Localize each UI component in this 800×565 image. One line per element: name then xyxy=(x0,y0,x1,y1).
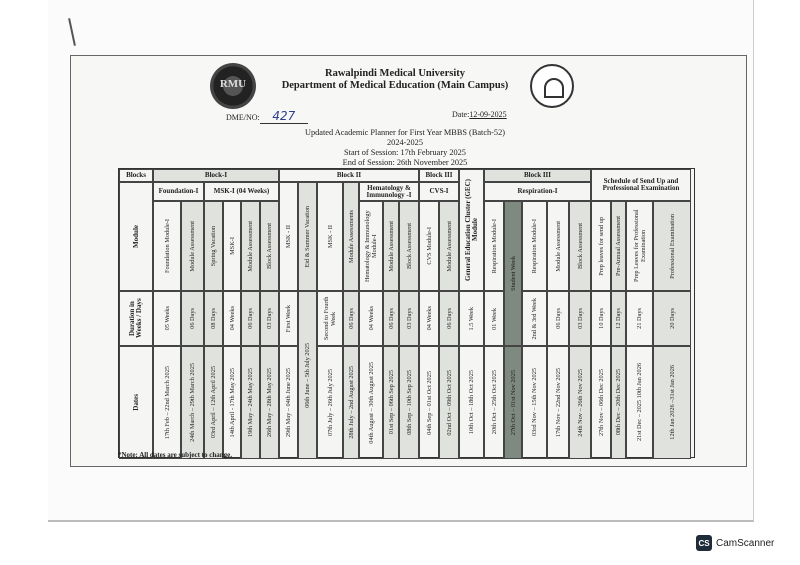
cell-text: MSK - II xyxy=(285,224,292,249)
cell-text: 19th May – 24th May 2025 xyxy=(247,367,254,438)
university-logo xyxy=(210,63,256,109)
table-cell-h-module xyxy=(119,182,153,291)
table-cell-m19 xyxy=(522,201,547,291)
cell-text: Schedule of Send Up and Professional Examination xyxy=(602,177,680,192)
table-cell-m21 xyxy=(569,201,591,291)
planner-title: Updated Academic Planner for First Year MBBS (Batch-52) xyxy=(304,128,505,137)
dme-value: 427 xyxy=(260,109,308,124)
cell-text: 04th August – 30th August 2025 xyxy=(367,361,375,444)
table-cell-t8 xyxy=(298,291,317,459)
cell-text: 2nd & 3rd Week xyxy=(531,297,538,340)
cell-text: Module Assessment xyxy=(189,220,196,272)
table-cell-d1 xyxy=(153,291,181,346)
table-cell-t17 xyxy=(484,346,504,459)
table-cell-t2 xyxy=(181,346,204,459)
cell-text: 17th Feb – 22nd March 2025 xyxy=(163,365,171,440)
table-cell-t24 xyxy=(626,346,653,459)
session-start: Start of Session: 17th February 2025 xyxy=(344,148,466,157)
academic-planner-table xyxy=(118,168,695,458)
cell-text: 02nd Oct – 09th Oct 2025 xyxy=(445,369,453,436)
table-cell-t9 xyxy=(317,346,343,459)
cell-text: MSK-I xyxy=(228,237,236,255)
table-cell-d3 xyxy=(204,291,223,346)
table-cell-t13 xyxy=(399,346,419,459)
cell-text: Foundation Module-I xyxy=(163,218,171,274)
table-cell-m10 xyxy=(343,182,359,291)
table-cell-b1 xyxy=(153,169,279,182)
table-cell-m9 xyxy=(317,182,343,291)
table-cell-t23 xyxy=(611,346,626,459)
table-cell-g-cvs xyxy=(419,182,459,201)
cell-text: 08 Days xyxy=(210,308,217,329)
table-cell-t5 xyxy=(241,346,260,459)
table-cell-m4 xyxy=(223,201,241,291)
cell-text: 03 Days xyxy=(266,308,273,329)
cell-text: 27th Oct – 01st Nov 2025 xyxy=(509,369,517,436)
cell-text: 17th Nov – 22nd Nov 2025 xyxy=(554,367,562,438)
logo-text: RMU xyxy=(219,78,247,90)
cell-text: 01st Sep – 06th Sep 2025 xyxy=(387,370,395,435)
table-cell-d23 xyxy=(611,291,626,346)
date-label: Date: xyxy=(452,110,470,119)
cell-text: 06 Days xyxy=(445,308,453,329)
table-cell-d4 xyxy=(223,291,241,346)
table-cell-d14 xyxy=(419,291,439,346)
cell-text: Dates xyxy=(131,394,140,411)
table-cell-m24 xyxy=(626,201,653,291)
cell-text: Block Assessment xyxy=(405,222,413,269)
table-cell-t12 xyxy=(383,346,399,459)
table-cell-d20 xyxy=(547,291,569,346)
cell-text: Prep Leaves for Professional Examination xyxy=(632,209,647,283)
table-cell-d19 xyxy=(522,291,547,346)
camscanner-label: CamScanner xyxy=(716,537,775,549)
table-cell-d9 xyxy=(317,291,343,346)
cell-text: Foundation-I xyxy=(158,187,199,195)
table-cell-m3 xyxy=(204,201,223,291)
university-name: Rawalpindi Medical University xyxy=(324,68,465,79)
cell-text: MSK-I (04 Weeks) xyxy=(213,187,270,195)
cell-text: 28th July – 2nd August 2025 xyxy=(347,366,355,439)
table-cell-t11 xyxy=(359,346,383,459)
table-cell-g-hema xyxy=(359,182,419,201)
cell-text: MSK - II xyxy=(326,224,334,249)
table-cell-m20 xyxy=(547,201,569,291)
camscanner-logo-icon: CS xyxy=(696,535,712,551)
cell-text: 10 Days xyxy=(597,308,605,329)
cell-text: General Education Cluster (GEC) Module xyxy=(463,179,479,281)
planner-title-block xyxy=(260,128,550,168)
table-cell-m17 xyxy=(484,201,504,291)
table-cell-m12 xyxy=(383,201,399,291)
table-cell-sched xyxy=(591,169,691,201)
session-end: End of Session: 26th November 2025 xyxy=(342,158,468,167)
table-cell-b2 xyxy=(279,169,419,182)
table-cell-h-blocks xyxy=(119,169,153,182)
table-cell-d2 xyxy=(181,291,204,346)
note: *Note: All dates are subject to change. xyxy=(118,451,232,459)
department-name: Department of Medical Education (Main Campus) xyxy=(281,80,509,91)
cell-text: First Week xyxy=(285,304,292,333)
table-cell-d11 xyxy=(359,291,383,346)
table-cell-m2 xyxy=(181,201,204,291)
table-cell-t3 xyxy=(204,346,223,459)
cell-text: 03rd Nov – 15th Nov 2025 xyxy=(531,368,538,437)
cell-text: 26th May – 28th May 2025 xyxy=(266,367,273,438)
table-cell-b3b xyxy=(484,169,591,182)
cell-text: Block II xyxy=(336,171,362,179)
cell-text: 04th Sep – 01st Oct 2025 xyxy=(425,370,433,435)
table-cell-m23 xyxy=(611,201,626,291)
table-cell-h-dates xyxy=(119,346,153,459)
cell-text: Module Assessment xyxy=(387,220,395,272)
table-cell-m13 xyxy=(399,201,419,291)
table-cell-t6 xyxy=(260,346,279,459)
table-cell-t19 xyxy=(522,346,547,459)
cell-text: 08th Dec – 20th Dec 2025 xyxy=(615,369,622,436)
table-cell-g-msk1 xyxy=(204,182,279,201)
table-cell-b3a xyxy=(419,169,459,182)
cell-text: 01 Week xyxy=(490,307,498,330)
table-cell-d12 xyxy=(383,291,399,346)
cell-text: 20th Oct – 25th Oct 2025 xyxy=(490,370,498,435)
letterhead xyxy=(260,68,530,92)
table-cell-d17 xyxy=(484,291,504,346)
table-cell-m6 xyxy=(260,201,279,291)
table-cell-g-resp xyxy=(484,182,591,201)
cell-text: CVS Module-I xyxy=(425,227,433,265)
document-date xyxy=(452,110,507,119)
table-cell-m22 xyxy=(591,201,611,291)
cell-text: Respiration Module-I xyxy=(490,218,498,274)
table-cell-d15 xyxy=(439,291,459,346)
cell-text: 07th July – 26th July 2025 xyxy=(326,369,334,436)
table-cell-t14 xyxy=(419,346,439,459)
cell-text: 03 Days xyxy=(405,308,413,329)
cell-text: 12th Jan 2026 –31st Jan 2026 xyxy=(668,365,676,440)
table-cell-m16 xyxy=(459,169,484,291)
cell-text: 24th Nov – 26th Nov 2025 xyxy=(576,368,584,437)
cell-text: 27th Nov – 06th Dec 2025 xyxy=(597,369,605,436)
table-cell-m25 xyxy=(653,201,691,291)
cell-text: Block-I xyxy=(204,171,228,179)
table-cell-d25 xyxy=(653,291,691,346)
table-cell-h-duration xyxy=(119,291,153,346)
cell-text: CVS-I xyxy=(429,187,449,195)
cell-text: 12 Days xyxy=(615,308,622,329)
camscanner-watermark xyxy=(696,535,774,551)
date-value: 12-09-2025 xyxy=(469,110,507,119)
table-cell-m1 xyxy=(153,201,181,291)
cell-text: Eid & Summer Vacation xyxy=(304,205,311,268)
cell-text: 06 Days xyxy=(347,308,355,329)
cell-text: Spring Vacation xyxy=(210,225,217,267)
cell-text: Hematology & Immunology Module-I xyxy=(364,210,378,282)
table-cell-d6 xyxy=(260,291,279,346)
cell-text: 03 Days xyxy=(576,308,584,329)
cell-text: Block III xyxy=(425,171,453,179)
cell-text: Hematology & Immunology -I xyxy=(366,183,412,199)
table-cell-d16 xyxy=(459,291,484,346)
dme-number xyxy=(226,109,308,124)
cell-text: 1.5 Week xyxy=(468,306,475,331)
table-cell-m8 xyxy=(298,182,317,291)
table-cell-t10 xyxy=(343,346,359,459)
table-cell-d10 xyxy=(343,291,359,346)
cell-text: Prep leaves for send up xyxy=(597,216,605,276)
cell-text: Module Assessment xyxy=(445,220,453,272)
cell-text: 14th April - 17th May 2025 xyxy=(228,367,236,438)
cell-text: 06 Days xyxy=(554,308,562,329)
table-cell-t21 xyxy=(569,346,591,459)
table-cell-t4 xyxy=(223,346,241,459)
academic-year: 2024-2025 xyxy=(387,138,423,147)
cell-text: 21 Days xyxy=(636,308,643,329)
table-cell-t20 xyxy=(547,346,569,459)
cell-text: 05 Weeks xyxy=(163,306,171,331)
cell-text: 21st Dec – 2025 10th Jan 2026 xyxy=(636,363,643,442)
table-cell-m15 xyxy=(439,201,459,291)
cell-text: Blocks xyxy=(126,171,146,179)
dme-label: DME/NO: xyxy=(226,113,260,122)
table-cell-t15 xyxy=(439,346,459,459)
table-cell-d24 xyxy=(626,291,653,346)
cell-text: Second to Fourth Week xyxy=(323,296,337,341)
cell-text: 06 Days xyxy=(387,308,395,329)
cell-text: 24th March – 29th March 2025 xyxy=(189,363,196,442)
table-cell-m5 xyxy=(241,201,260,291)
cell-text: Block Assessment xyxy=(266,222,273,269)
cell-text: Module Assessment xyxy=(554,220,562,272)
table-cell-t16 xyxy=(459,346,484,459)
cell-text: Module Assessments xyxy=(347,209,355,263)
cell-text: Professional Examination xyxy=(668,213,676,279)
cell-text: Pre-Annual Assessment xyxy=(615,216,622,276)
table-cell-t7 xyxy=(279,346,298,459)
table-cell-t1 xyxy=(153,346,181,459)
cell-text: 04 Weeks xyxy=(228,306,236,331)
cell-text: Duration in Weeks / Days xyxy=(128,298,143,339)
table-cell-m11 xyxy=(359,201,383,291)
cell-text: Block Assessment xyxy=(576,222,584,269)
cell-text: 10th Oct – 18th Oct 2025 xyxy=(468,370,475,435)
cell-text: Student Week xyxy=(509,256,517,291)
department-logo xyxy=(530,64,574,108)
table-cell-m14 xyxy=(419,201,439,291)
cell-text: 29th May – 04th June 2025 xyxy=(285,367,292,438)
cell-text: 04 Weeks xyxy=(367,306,375,331)
table-cell-m18 xyxy=(504,201,522,346)
table-cell-d13 xyxy=(399,291,419,346)
cell-text: 08th Sep – 10th Sep 2025 xyxy=(405,370,413,435)
cell-text: Block III xyxy=(523,171,552,179)
table-cell-d22 xyxy=(591,291,611,346)
table-cell-d21 xyxy=(569,291,591,346)
cell-text: 06th June – 5th July 2025 xyxy=(304,342,311,408)
table-cell-d5 xyxy=(241,291,260,346)
cell-text: 20 Days xyxy=(668,308,676,329)
cell-text: Respiration-I xyxy=(517,187,558,195)
table-cell-t18 xyxy=(504,346,522,459)
table-cell-t22 xyxy=(591,346,611,459)
table-cell-m7 xyxy=(279,182,298,291)
table-cell-d7 xyxy=(279,291,298,346)
cell-text: 06 Days xyxy=(247,308,254,329)
cell-text: Module Assessment xyxy=(247,220,254,272)
cell-text: 06 Days xyxy=(189,308,196,329)
table-cell-g-found xyxy=(153,182,204,201)
cell-text: 04 Weeks xyxy=(425,306,433,331)
cell-text: Respiration Module-I xyxy=(531,218,538,274)
cell-text: Module xyxy=(131,225,140,248)
cell-text: 03rd April – 12th April 2025 xyxy=(210,366,217,439)
table-cell-t25 xyxy=(653,346,691,459)
